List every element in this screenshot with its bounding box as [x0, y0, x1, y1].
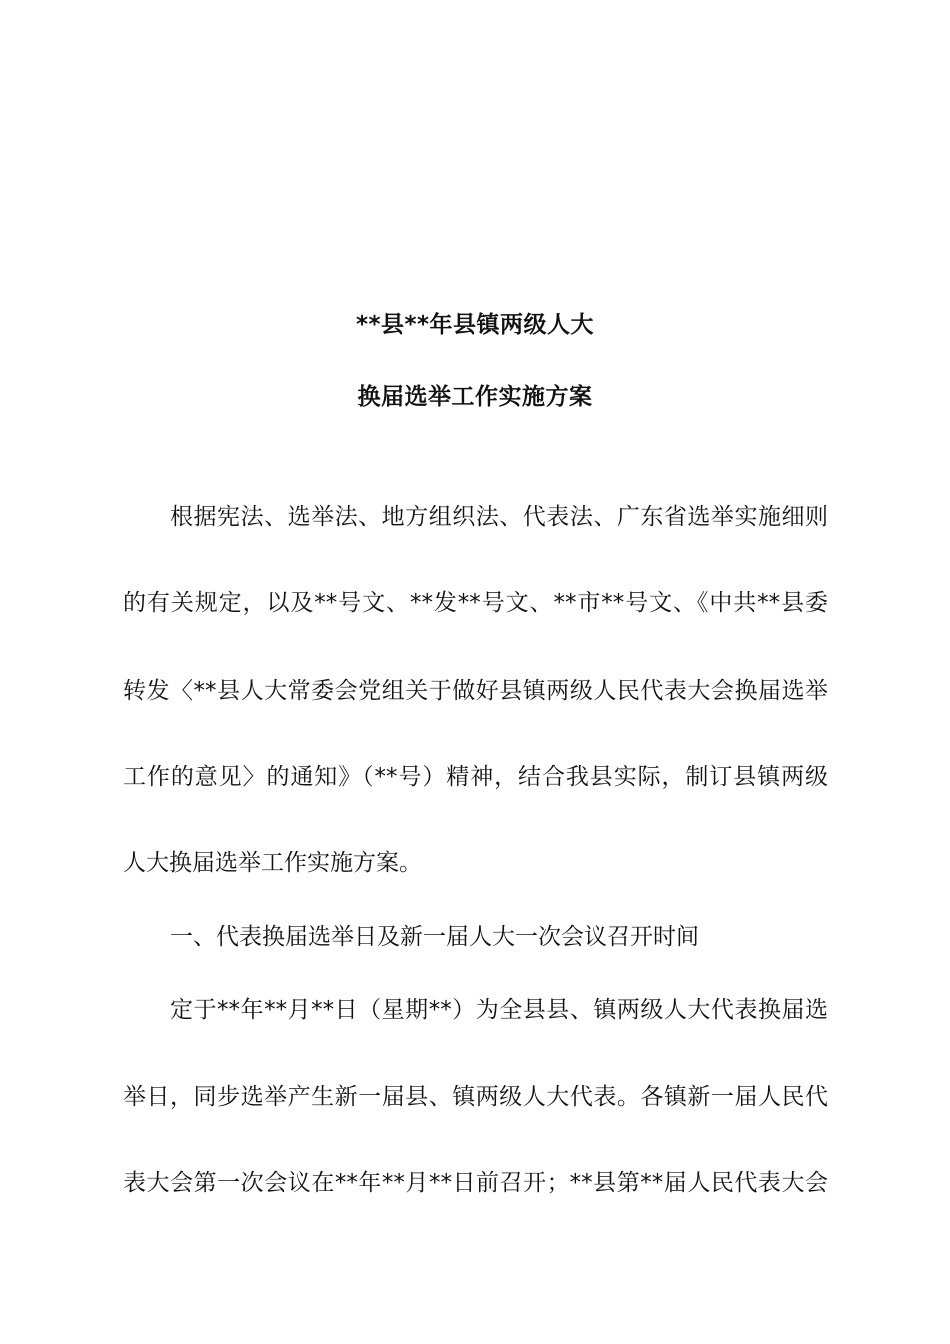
paragraph-1-line-4: 工作的意见〉的通知》（**号）精神，结合我县实际，制订县镇两级: [123, 764, 828, 790]
paragraph-1-line-1: 根据宪法、选举法、地方组织法、代表法、广东省选举实施细则: [170, 504, 828, 530]
paragraph-1-line-5: 人大换届选举工作实施方案。: [123, 850, 422, 876]
paragraph-1-line-2: 的有关规定，以及**号文、**发**号文、**市**号文、《中共**县委: [123, 590, 828, 616]
paragraph-2-line-3: 表大会第一次会议在**年**月**日前召开；**县第**届人民代表大会: [123, 1170, 828, 1196]
paragraph-2-line-2: 举日，同步选举产生新一届县、镇两级人大代表。各镇新一届人民代: [123, 1084, 828, 1110]
document-title-line-1: **县**年县镇两级人大: [355, 312, 595, 338]
paragraph-1-line-3: 转发〈**县人大常委会党组关于做好县镇两级人民代表大会换届选举: [123, 678, 828, 704]
paragraph-2-line-1: 定于**年**月**日（星期**）为全县县、镇两级人大代表换届选: [170, 997, 828, 1023]
document-title-line-2: 换届选举工作实施方案: [357, 384, 593, 410]
section-1-heading: 一、代表换届选举日及新一届人大一次会议召开时间: [170, 924, 699, 950]
